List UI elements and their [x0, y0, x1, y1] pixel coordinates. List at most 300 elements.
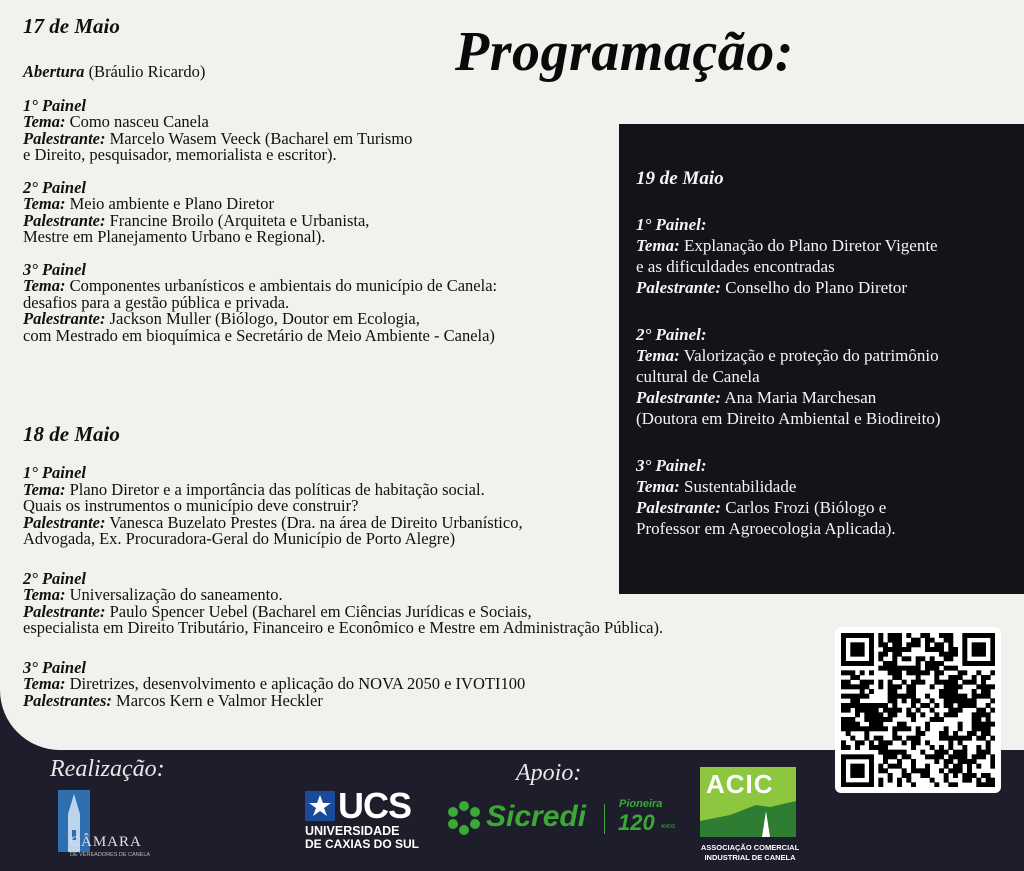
qr-module — [888, 754, 893, 759]
day1-panel2-heading: 2° Painel — [23, 177, 86, 197]
qr-module — [850, 764, 855, 769]
day2-date: 18 de Maio — [23, 422, 120, 446]
qr-module — [841, 782, 846, 787]
qr-module — [939, 680, 944, 685]
qr-module — [986, 731, 991, 736]
qr-module — [925, 638, 930, 643]
qr-module — [902, 750, 907, 755]
qr-module — [948, 708, 953, 713]
qr-module — [906, 778, 911, 783]
qr-module — [892, 684, 897, 689]
qr-module — [990, 698, 995, 703]
qr-module — [962, 750, 967, 755]
qr-module — [916, 736, 921, 741]
qr-module — [892, 736, 897, 741]
speaker-label: Palestrantes: — [23, 690, 112, 710]
qr-module — [986, 717, 991, 722]
qr-module — [897, 764, 902, 769]
qr-code[interactable] — [835, 627, 1001, 793]
qr-module — [939, 670, 944, 675]
qr-module — [925, 740, 930, 745]
qr-module — [892, 652, 897, 657]
qr-module — [911, 782, 916, 787]
qr-module — [972, 652, 977, 657]
qr-module — [972, 773, 977, 778]
qr-module — [846, 745, 851, 750]
qr-module — [878, 740, 883, 745]
qr-module — [846, 754, 851, 759]
qr-module — [874, 708, 879, 713]
qr-module — [855, 722, 860, 727]
qr-module — [976, 778, 981, 783]
qr-module — [902, 698, 907, 703]
qr-module — [897, 759, 902, 764]
qr-module — [981, 675, 986, 680]
qr-module — [986, 722, 991, 727]
qr-module — [916, 661, 921, 666]
qr-module — [869, 764, 874, 769]
qr-module — [864, 661, 869, 666]
qr-module — [990, 759, 995, 764]
qr-module — [864, 782, 869, 787]
qr-module — [897, 675, 902, 680]
qr-module — [981, 773, 986, 778]
qr-module — [986, 782, 991, 787]
qr-module — [878, 652, 883, 657]
qr-module — [841, 680, 846, 685]
qr-module — [841, 708, 846, 713]
qr-module — [892, 638, 897, 643]
qr-module — [953, 684, 958, 689]
day2-panel1-heading: 1° Painel — [23, 463, 86, 482]
qr-module — [902, 773, 907, 778]
qr-module — [883, 666, 888, 671]
qr-module — [990, 633, 995, 638]
qr-module — [911, 698, 916, 703]
tema-text: Sustentabilidade — [684, 477, 797, 496]
qr-module — [967, 731, 972, 736]
qr-module — [888, 717, 893, 722]
qr-module — [869, 689, 874, 694]
qr-module — [906, 633, 911, 638]
qr-module — [972, 642, 977, 647]
acic-badge — [700, 767, 796, 837]
qr-module — [850, 782, 855, 787]
qr-module — [850, 675, 855, 680]
qr-module — [888, 712, 893, 717]
qr-module — [860, 652, 865, 657]
qr-module — [976, 754, 981, 759]
qr-module — [911, 768, 916, 773]
qr-module — [855, 712, 860, 717]
day3-panel2-speaker-cont: (Doutora em Direito Ambiental e Biodireito) — [636, 409, 941, 428]
qr-module — [897, 708, 902, 713]
qr-module — [902, 647, 907, 652]
qr-module — [841, 661, 846, 666]
qr-module — [906, 712, 911, 717]
qr-module — [850, 768, 855, 773]
qr-module — [981, 750, 986, 755]
qr-module — [888, 740, 893, 745]
qr-module — [860, 768, 865, 773]
qr-module — [841, 717, 846, 722]
qr-module — [948, 684, 953, 689]
qr-module — [841, 754, 846, 759]
day3-panel1-tema-cont: e as dificuldades encontradas — [636, 257, 835, 276]
tema-label: Tema: — [636, 346, 680, 365]
qr-module — [925, 726, 930, 731]
qr-module — [916, 670, 921, 675]
acic-line2: INDUSTRIAL DE CANELA — [704, 853, 796, 862]
qr-module — [897, 652, 902, 657]
qr-module — [869, 647, 874, 652]
tema-text: Como nasceu Canela — [69, 112, 209, 131]
day3-panel2-heading: 2° Painel: — [636, 325, 707, 344]
qr-module — [944, 750, 949, 755]
qr-module — [892, 689, 897, 694]
qr-module — [934, 712, 939, 717]
qr-module — [972, 731, 977, 736]
qr-module — [953, 768, 958, 773]
qr-module — [967, 703, 972, 708]
speaker-label: Palestrante: — [23, 309, 106, 328]
qr-module — [981, 722, 986, 727]
qr-module — [958, 722, 963, 727]
qr-module — [962, 698, 967, 703]
qr-module — [841, 768, 846, 773]
qr-module — [986, 745, 991, 750]
qr-module — [948, 666, 953, 671]
qr-module — [944, 680, 949, 685]
qr-module — [860, 694, 865, 699]
qr-module — [864, 703, 869, 708]
qr-module — [916, 768, 921, 773]
speaker-text: Paulo Spencer Uebel (Bacharel em Ciências Jurídicas e Sociais, — [109, 601, 532, 621]
qr-module — [864, 726, 869, 731]
day3-panel3-tema — [636, 476, 941, 497]
qr-module — [869, 745, 874, 750]
qr-module — [892, 670, 897, 675]
qr-module — [916, 642, 921, 647]
qr-module — [911, 638, 916, 643]
qr-module — [990, 754, 995, 759]
qr-module — [948, 740, 953, 745]
qr-module — [892, 726, 897, 731]
qr-module — [939, 633, 944, 638]
qr-module — [948, 633, 953, 638]
qr-module — [948, 703, 953, 708]
qr-module — [906, 684, 911, 689]
qr-module — [948, 712, 953, 717]
qr-module — [916, 656, 921, 661]
day1-panel3-tema-cont: desafios para a gestão pública e privada. — [23, 292, 290, 312]
qr-module — [892, 666, 897, 671]
sicredi-flower-icon — [446, 800, 482, 836]
qr-module — [846, 633, 851, 638]
qr-module — [972, 675, 977, 680]
pioneira-number: 120 — [618, 810, 655, 835]
qr-module — [958, 754, 963, 759]
qr-module — [948, 656, 953, 661]
qr-module — [939, 694, 944, 699]
qr-module — [916, 726, 921, 731]
camara-subtitle: DE VEREADORES DE CANELA — [70, 852, 151, 858]
qr-module — [878, 642, 883, 647]
qr-module — [953, 750, 958, 755]
qr-module — [892, 694, 897, 699]
qr-module — [986, 689, 991, 694]
qr-module — [967, 661, 972, 666]
qr-module — [930, 647, 935, 652]
qr-module — [948, 745, 953, 750]
day2-schedule — [23, 423, 663, 709]
qr-module — [883, 745, 888, 750]
qr-module — [934, 680, 939, 685]
qr-module — [855, 703, 860, 708]
qr-module — [902, 768, 907, 773]
qr-module — [990, 722, 995, 727]
qr-module — [962, 773, 967, 778]
qr-module — [841, 740, 846, 745]
qr-module — [911, 670, 916, 675]
qr-module — [869, 740, 874, 745]
qr-module — [962, 656, 967, 661]
qr-module — [878, 745, 883, 750]
qr-module — [944, 684, 949, 689]
qr-module — [911, 736, 916, 741]
qr-module — [888, 778, 893, 783]
qr-module — [878, 764, 883, 769]
qr-module — [925, 666, 930, 671]
qr-module — [944, 726, 949, 731]
qr-module — [930, 656, 935, 661]
qr-module — [967, 736, 972, 741]
qr-module — [883, 750, 888, 755]
qr-module — [841, 722, 846, 727]
speaker-text: Marcelo Wasem Veeck (Bacharel em Turismo — [109, 128, 413, 148]
speaker-label: Palestrante: — [23, 128, 106, 148]
qr-module — [953, 680, 958, 685]
qr-module — [860, 740, 865, 745]
qr-module — [925, 661, 930, 666]
qr-module — [874, 736, 879, 741]
qr-module — [883, 708, 888, 713]
qr-module — [906, 694, 911, 699]
qr-module — [986, 661, 991, 666]
qr-module — [878, 680, 883, 685]
qr-module — [878, 750, 883, 755]
qr-module — [934, 642, 939, 647]
qr-module — [846, 661, 851, 666]
qr-module — [930, 717, 935, 722]
qr-module — [897, 670, 902, 675]
qr-module — [869, 712, 874, 717]
ucs-line2: DE CAXIAS DO SUL — [305, 837, 420, 851]
qr-module — [986, 778, 991, 783]
qr-module — [962, 754, 967, 759]
qr-module — [920, 670, 925, 675]
speaker-text: Carlos Frozi (Biólogo e — [725, 498, 887, 517]
qr-module — [958, 736, 963, 741]
qr-module — [906, 689, 911, 694]
qr-module — [953, 647, 958, 652]
qr-module — [981, 782, 986, 787]
qr-module — [958, 740, 963, 745]
qr-module — [925, 703, 930, 708]
qr-module — [869, 782, 874, 787]
qr-module — [976, 745, 981, 750]
tema-text: Meio ambiente e Plano Diretor — [69, 194, 274, 213]
qr-module — [869, 656, 874, 661]
qr-module — [981, 680, 986, 685]
qr-module — [934, 666, 939, 671]
qr-module — [953, 764, 958, 769]
qr-module — [990, 656, 995, 661]
speaker-label: Palestrante: — [23, 210, 106, 230]
qr-module — [911, 740, 916, 745]
qr-module — [930, 745, 935, 750]
qr-module — [897, 684, 902, 689]
qr-module — [869, 708, 874, 713]
speaker-label: Palestrante: — [23, 601, 106, 621]
qr-module — [892, 712, 897, 717]
qr-module — [864, 712, 869, 717]
qr-module — [944, 759, 949, 764]
qr-module — [972, 726, 977, 731]
qr-module — [911, 684, 916, 689]
qr-module — [967, 768, 972, 773]
acic-tree-icon — [700, 797, 796, 837]
qr-module — [972, 712, 977, 717]
qr-module — [897, 633, 902, 638]
qr-module — [981, 736, 986, 741]
qr-module — [902, 680, 907, 685]
qr-module — [897, 642, 902, 647]
page-title: Programação: — [455, 21, 794, 83]
qr-module — [846, 703, 851, 708]
day2-panel3-heading: 3° Painel — [23, 657, 86, 677]
qr-module — [869, 638, 874, 643]
qr-module — [953, 675, 958, 680]
qr-module — [920, 656, 925, 661]
speaker-text: Jackson Muller (Biólogo, Doutor em Ecologia, — [109, 309, 420, 328]
qr-module — [846, 708, 851, 713]
qr-module — [855, 726, 860, 731]
tema-label: Tema: — [636, 236, 680, 255]
qr-module — [874, 722, 879, 727]
qr-module — [860, 773, 865, 778]
qr-module — [990, 661, 995, 666]
day3-panel1-heading: 1° Painel: — [636, 215, 707, 234]
qr-module — [976, 633, 981, 638]
qr-module — [892, 754, 897, 759]
qr-module — [902, 656, 907, 661]
qr-module — [939, 717, 944, 722]
qr-module — [967, 633, 972, 638]
tema-label: Tema: — [23, 112, 66, 131]
qr-module — [962, 778, 967, 783]
qr-module — [883, 647, 888, 652]
qr-module — [850, 642, 855, 647]
qr-module — [846, 726, 851, 731]
qr-module — [939, 652, 944, 657]
qr-module — [874, 726, 879, 731]
qr-module — [939, 768, 944, 773]
qr-module — [841, 647, 846, 652]
qr-module — [986, 773, 991, 778]
qr-module — [944, 656, 949, 661]
qr-module — [850, 754, 855, 759]
day2-panel2-speaker-cont: especialista em Direito Tributário, Financeiro e Econômico e Mestre em Administração Pública). — [23, 618, 664, 637]
qr-module — [944, 712, 949, 717]
qr-module — [897, 694, 902, 699]
day2-panel3-speaker — [23, 690, 663, 710]
qr-module — [855, 652, 860, 657]
qr-module — [944, 703, 949, 708]
qr-module — [986, 712, 991, 717]
qr-module — [883, 661, 888, 666]
day3-date: 19 de Maio — [636, 168, 724, 189]
abertura — [23, 64, 497, 81]
qr-module — [864, 694, 869, 699]
qr-module — [841, 638, 846, 643]
qr-module — [953, 736, 958, 741]
camara-name: CÂMARA — [70, 834, 142, 850]
qr-module — [841, 745, 846, 750]
qr-module — [869, 778, 874, 783]
qr-module — [930, 698, 935, 703]
qr-module — [962, 694, 967, 699]
qr-module — [888, 694, 893, 699]
qr-module — [925, 768, 930, 773]
qr-module — [869, 759, 874, 764]
qr-module — [962, 661, 967, 666]
qr-module — [864, 680, 869, 685]
qr-module — [981, 754, 986, 759]
qr-module — [869, 722, 874, 727]
qr-module — [850, 703, 855, 708]
qr-module — [976, 750, 981, 755]
qr-module — [916, 675, 921, 680]
qr-module — [962, 759, 967, 764]
qr-module — [972, 698, 977, 703]
qr-module — [911, 764, 916, 769]
qr-module — [841, 759, 846, 764]
qr-module — [869, 633, 874, 638]
qr-module — [916, 708, 921, 713]
sicredi-logo — [446, 800, 676, 840]
qr-module — [855, 684, 860, 689]
qr-module — [920, 731, 925, 736]
qr-module — [916, 638, 921, 643]
qr-module — [976, 722, 981, 727]
qr-module — [883, 642, 888, 647]
qr-code-icon — [841, 633, 995, 787]
qr-module — [944, 652, 949, 657]
qr-module — [962, 638, 967, 643]
qr-module — [906, 754, 911, 759]
qr-module — [981, 689, 986, 694]
qr-module — [986, 740, 991, 745]
qr-module — [906, 647, 911, 652]
abertura-text: (Bráulio Ricardo) — [88, 62, 206, 81]
qr-module — [953, 666, 958, 671]
qr-module — [878, 722, 883, 727]
sicredi-divider — [604, 804, 605, 834]
day1-panel2-speaker-cont: Mestre em Planejamento Urbano e Regional). — [23, 227, 326, 246]
qr-module — [962, 642, 967, 647]
qr-module — [864, 736, 869, 741]
